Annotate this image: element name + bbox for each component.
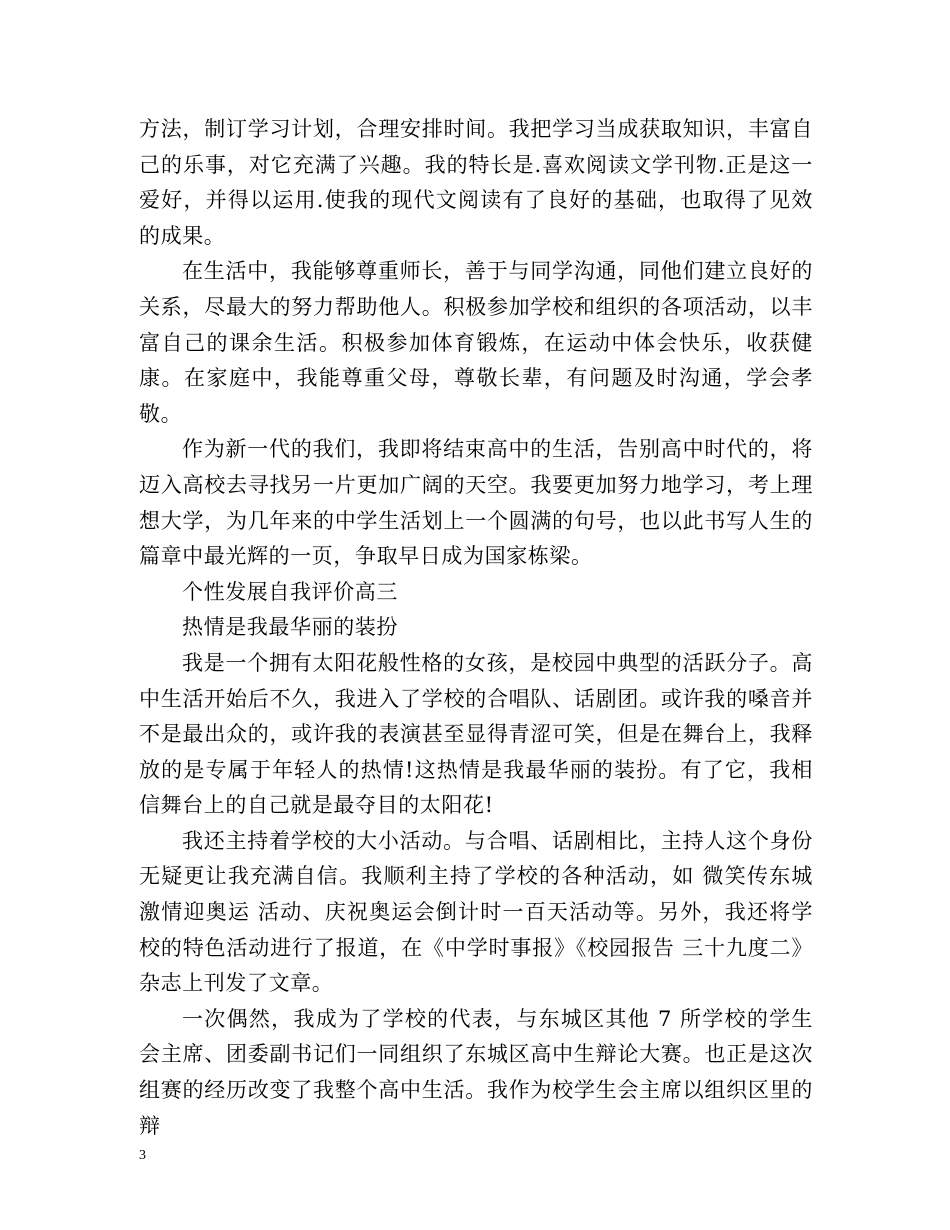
paragraph-daily-life: 在生活中，我能够尊重师长，善于与同学沟通，同他们建立良好的关系，尽最大的努力帮助他人。积极参加学校和组织的各项活动，以丰富自己的课余生活。积极参加体育锻炼，在运动中体会快乐，收获健康。在家庭中，我能尊重父母，尊敬长辈，有问题及时沟通，学会孝敬。 <box>139 259 813 426</box>
paragraph-study-method: 方法，制订学习计划，合理安排时间。我把学习当成获取知识，丰富自己的乐事，对它充满了兴趣。我的特长是.喜欢阅读文学刊物.正是这一爱好，并得以运用.使我的现代文阅读有了良好的基础，也取得了见效的成果。 <box>139 117 813 248</box>
paragraph-hosting: 我还主持着学校的大小活动。与合唱、话剧相比，主持人这个身份无疑更让我充满自信。我顺利主持了学校的各种活动，如 微笑传东城 激情迎奥运 活动、庆祝奥运会倒计时一百天活动等。另外，我还将学校的特色活动进行了报道，在《中学时事报》《校园报告 三十九度二》杂志上刊发了文章。 <box>139 828 813 996</box>
page-number: 3 <box>139 1148 146 1163</box>
document-body <box>139 112 813 1144</box>
paragraph-future-goals: 作为新一代的我们，我即将结束高中的生活，告别高中时代的，将迈入高校去寻找另一片更加广阔的天空。我要更加努力地学习，考上理想大学，为几年来的中学生活划上一个圆满的句号，也以此书写人生的篇章中最光辉的一页，争取早日成为国家栋梁。 <box>139 437 813 569</box>
section-heading: 个性发展自我评价高三 <box>182 579 398 604</box>
paragraph-debate: 一次偶然，我成为了学校的代表，与东城区其他 7 所学校的学生会主席、团委副书记们一同组织了东城区高中生辩论大赛。也正是这次组赛的经历改变了我整个高中生活。我作为校学生会主席以组织区里的辩 <box>139 1006 813 1138</box>
section-subheading: 热情是我最华丽的装扮 <box>182 615 398 640</box>
paragraph-sunflower: 我是一个拥有太阳花般性格的女孩，是校园中典型的活跃分子。高中生活开始后不久，我进入了学校的合唱队、话剧团。或许我的嗓音并不是最出众的，或许我的表演甚至显得青涩可笑，但是在舞台上，我释放的是专属于年轻人的热情!这热情是我最华丽的装扮。有了它，我相信舞台上的自己就是最夺目的太阳花! <box>139 650 813 818</box>
